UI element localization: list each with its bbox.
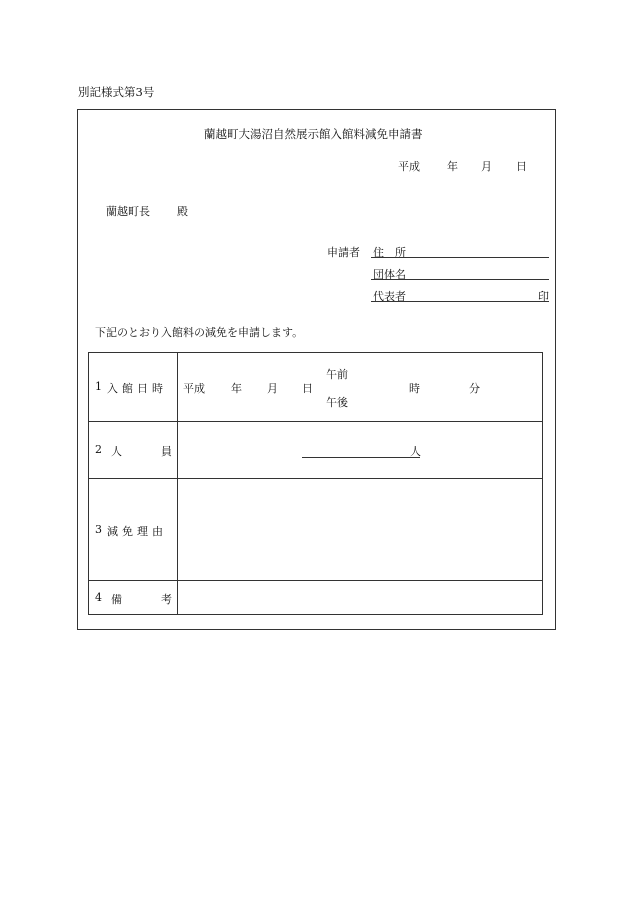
row-label-headcount	[89, 422, 178, 479]
applicant-address-label: 住 所	[373, 246, 406, 259]
entry-year: 年	[231, 382, 242, 395]
row-label-entry-datetime	[89, 353, 178, 422]
row-label-char-a: 人	[111, 445, 122, 458]
row-number: 4	[95, 590, 102, 604]
date-day: 日	[516, 160, 527, 173]
applicant-representative-label: 代表者	[373, 290, 406, 303]
addressee-name: 蘭越町長	[106, 205, 150, 218]
entry-month: 月	[267, 382, 278, 395]
applicant-address-line	[371, 257, 549, 258]
headcount-cell	[178, 422, 543, 479]
entry-era: 平成	[183, 382, 205, 395]
reason-cell	[178, 479, 543, 581]
intro-text: 下記のとおり入館料の減免を申請します。	[95, 326, 304, 339]
application-table	[88, 352, 543, 615]
entry-datetime-cell	[178, 353, 543, 422]
row-label-char-b: 考	[161, 592, 172, 606]
table-row-headcount	[89, 422, 543, 479]
addressee-honorific: 殿	[177, 205, 188, 218]
row-number: 3	[95, 522, 102, 536]
row-label-reason	[89, 479, 178, 581]
headcount-line	[302, 457, 420, 458]
form-title: 蘭越町大湯沼自然展示館入館料減免申請書	[204, 127, 423, 141]
row-number: 2	[95, 443, 102, 456]
entry-hour: 時	[409, 382, 420, 395]
applicant-organization-label: 団体名	[373, 268, 406, 281]
row-number: 1	[95, 380, 102, 393]
entry-minute: 分	[469, 382, 480, 395]
entry-am: 午前	[326, 368, 348, 381]
table-row-entry-datetime	[89, 353, 543, 422]
table-row-remarks	[89, 581, 543, 615]
remarks-cell	[178, 581, 543, 615]
row-label-text: 入館日時	[107, 382, 167, 395]
date-month: 月	[481, 160, 492, 173]
table-row-reason	[89, 479, 543, 581]
applicant-representative-line	[371, 301, 549, 302]
entry-pm: 午後	[326, 396, 348, 409]
applicant-label: 申請者	[327, 246, 360, 259]
date-era: 平成	[398, 160, 420, 173]
applicant-seal: 印	[538, 290, 549, 303]
headcount-unit: 人	[410, 445, 421, 458]
date-year: 年	[447, 160, 458, 173]
row-label-remarks	[89, 581, 178, 615]
row-label-char-b: 員	[161, 445, 172, 458]
entry-day: 日	[302, 382, 313, 395]
row-label-text: 減免理由	[107, 524, 167, 538]
form-number: 別記様式第3号	[78, 85, 155, 99]
row-label-char-a: 備	[111, 592, 122, 606]
applicant-organization-line	[371, 279, 549, 280]
